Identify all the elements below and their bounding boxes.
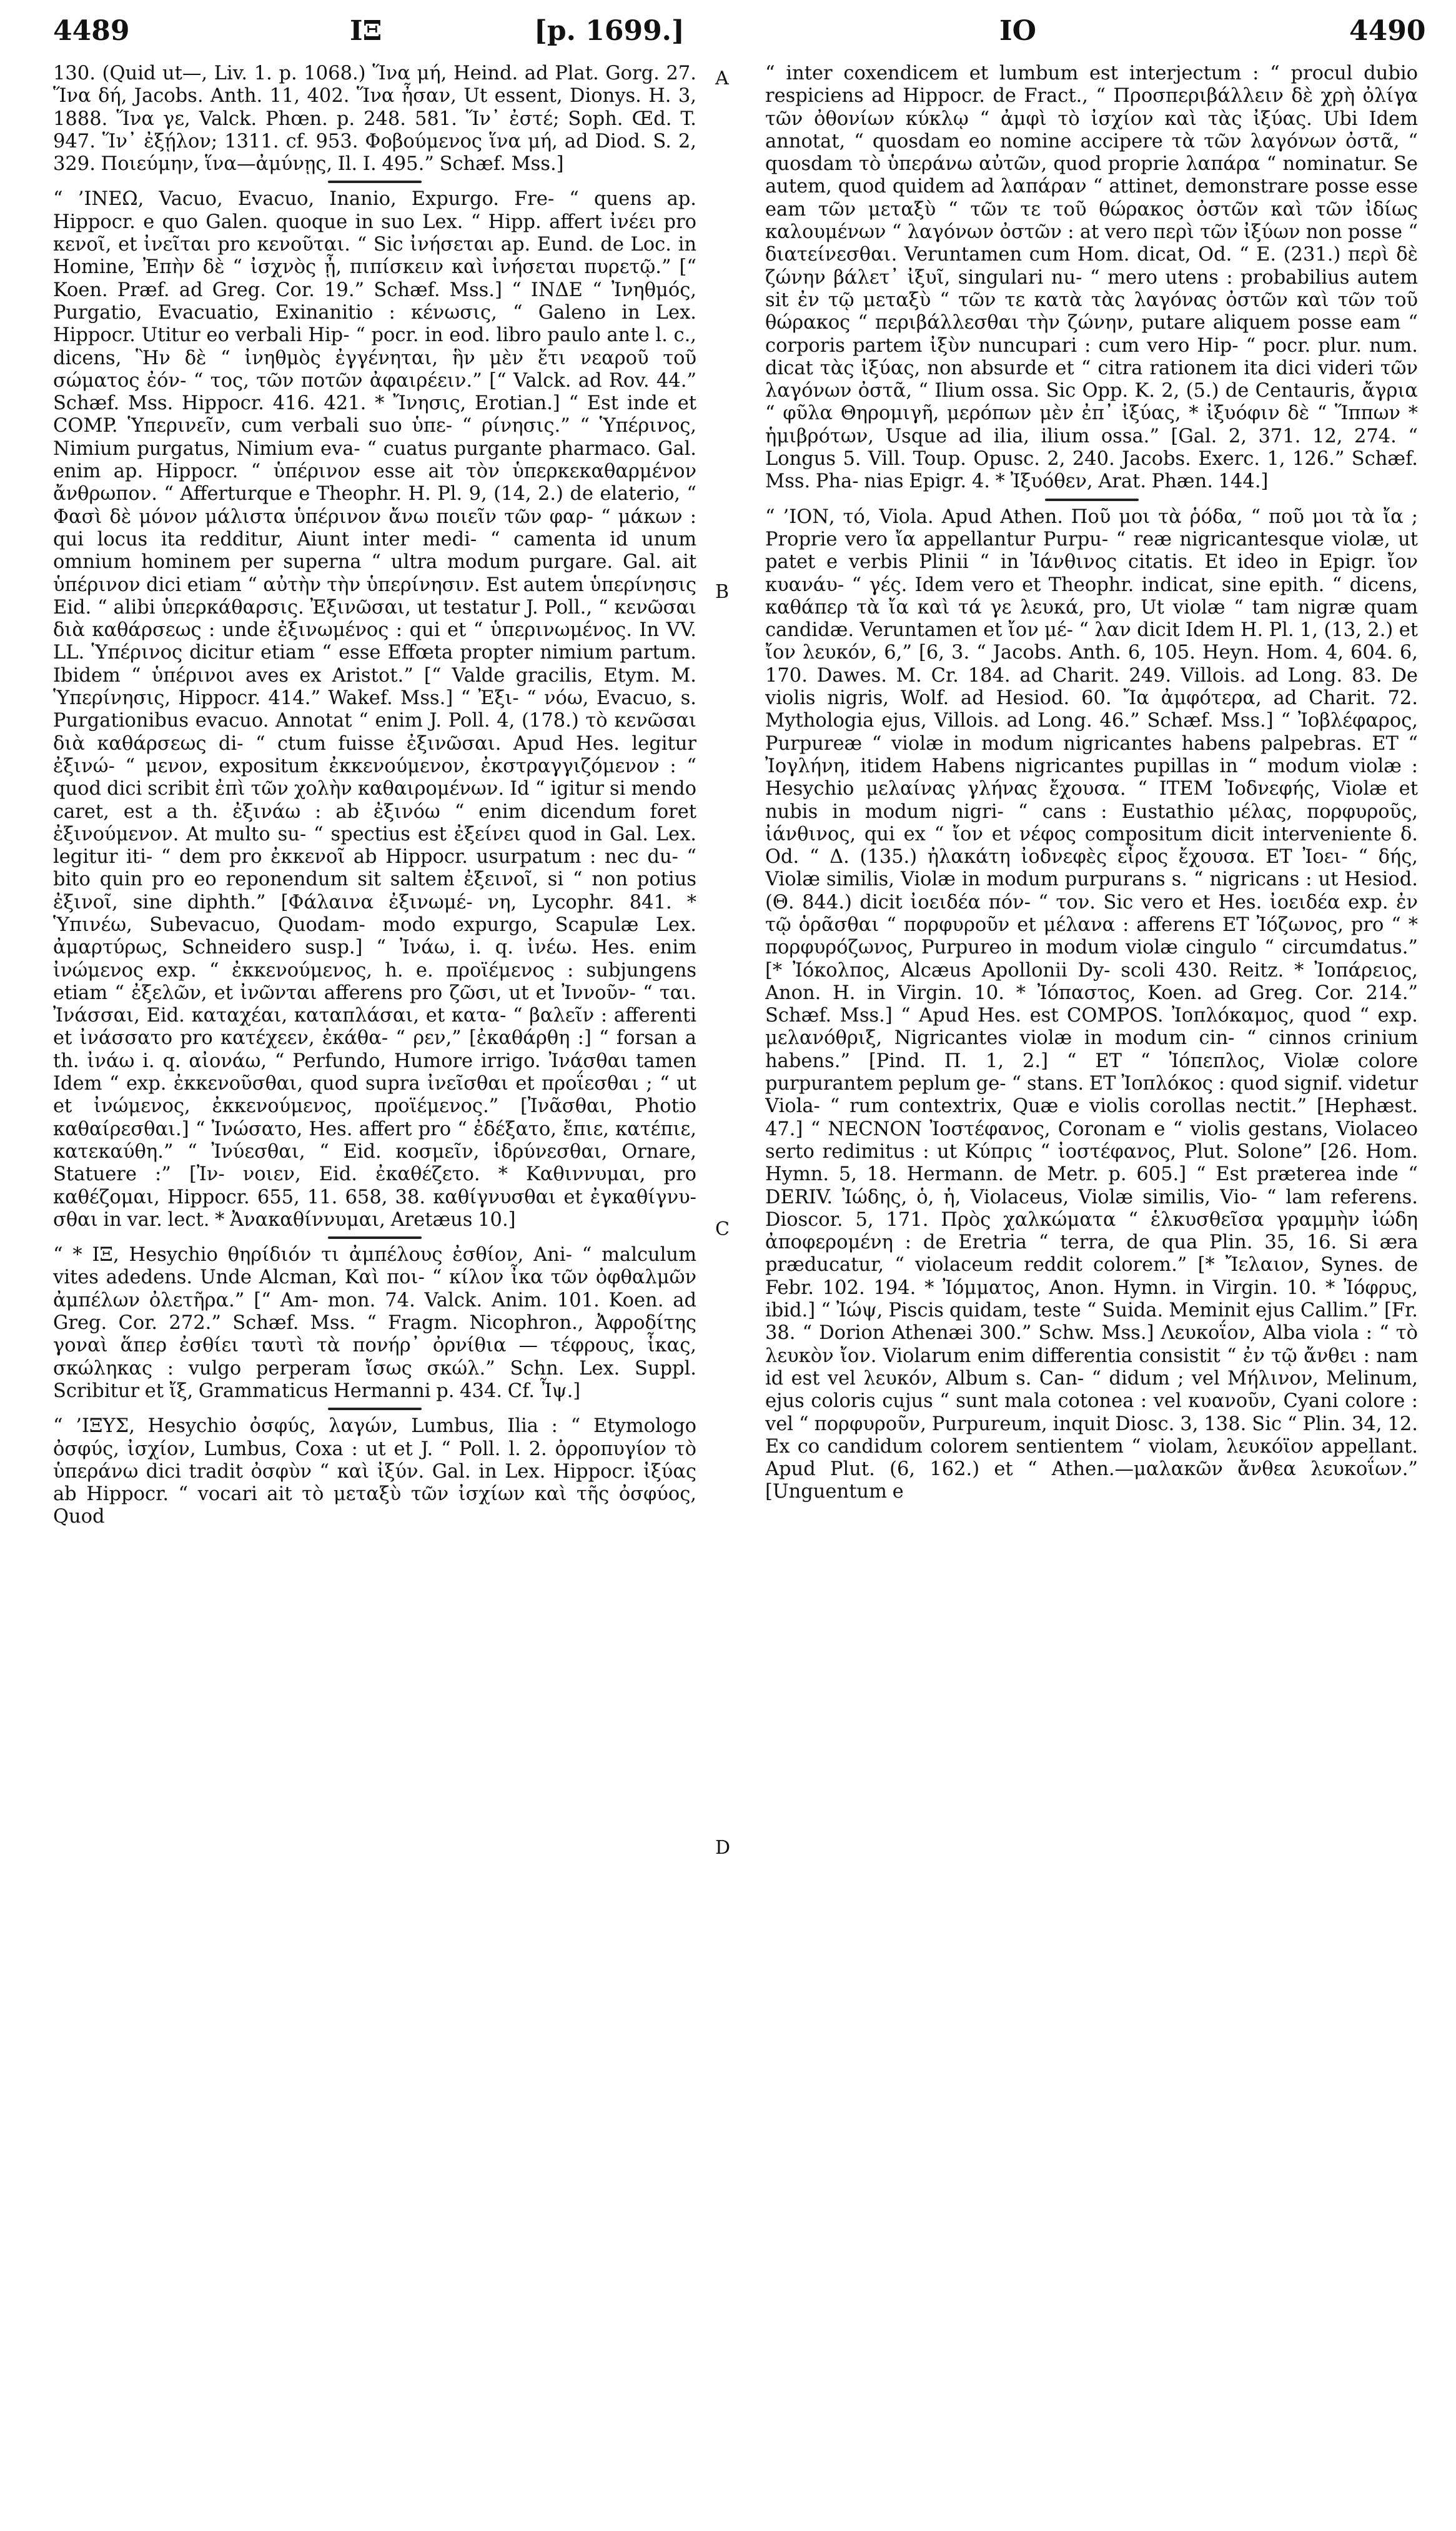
section-divider — [53, 1231, 696, 1244]
entry-ix: “ * ΙΞ, Hesychio θηρίδιόν τι ἀμπέλους ἐσθίον, Ani- “ malculum vites adedens. Unde Alcman, Καὶ ποι- “ κίλον ἶκα τῶν ὀφθαλμῶν ἀμπέλων ὀλετῆρα.” [“ Am- mon. 74. Valck. Anim. 101. Koen. ad Greg. Cor. 272.” Schæf. Mss. “ Fragm. Nicophron., Ἀφροδίτης γοναὶ ἅπερ ἐσθίει ταυτὶ τὰ πονήρ᾽ ὀρνίθια — τέφρους, ἶκας, σκώληκας : vulgo perperam ἴσως σκώλ.” Schn. Lex. Suppl. Scribitur et ἴξ, Grammaticus Hermanni p. 434. Cf. Ἶψ.] — [53, 1244, 696, 1402]
section-divider — [53, 1403, 696, 1415]
entry-ixys-continued: “ inter coxendicem et lumbum est interjectum : “ procul dubio respiciens ad Hippocr. de Fract., “ Προσπεριβάλλειν δὲ χρὴ ὀλίγα τῶν ὀθονίων κύκλῳ “ ἀμφὶ τὸ ἰσχίον καὶ τὰς ἰξύας. Ubi Idem annotat, “ quosdam eo nomine accipere τὰ τῶν λαγόνων ὀστᾶ, “ quosdam τὸ ὑπεράνω αὐτῶν, quod proprie λαπάρα “ nominatur. Se autem, quod quidem ad λαπάραν “ attinet, demonstrare posse esse eam τῶν μεταξὺ “ τῶν τε τοῦ θώρακος ὀστῶν καὶ τῶν ἰδίως καλουμένων “ λαγόνων ὀστῶν : at vero περὶ τῶν ἰξύων non posse “ διατείνεσθαι. Veruntamen cum Hom. dicat, Od. “ E. (231.) περὶ δὲ ζώνην βάλετ᾽ ἰξυῖ, singulari nu- “ mero utens : probabilius autem sit ἐν τῷ μεταξὺ “ τῶν τε κατὰ τὰς λαγόνας ὀστῶν καὶ τῶν τοῦ θώρακος “ περιβάλλεσθαι τὴν ζώνην, putare aliquem posse eam “ corporis partem ἰξὺν nuncupari : cum vero Hip- “ pocr. plur. num. dicat τὰς ἰξύας, non absurde et “ citra rationem ita dici videri τῶν λαγόνων ὀστᾶ, “ Ilium ossa. Sic Opp. K. 2, (5.) de Centauris, ἄγρια “ φῦλα Θηρομιγῆ, μερόπων μὲν ἐπ᾽ ἰξύας, * ἰξυόφιν δὲ “ Ἵππων * ἡμιβρότων, Usque ad ilia, ilium ossa.” [Gal. 2, 371. 12, 274. “ Longus 5. Vill. Toup. Opusc. 2, 240. Jacobs. Exerc. 1, 126.” Schæf. Mss. Pha- nias Epigr. 4. * Ἰξυόθεν, Arat. Phæn. 144.] — [765, 62, 1418, 493]
entry-ina-continued: 130. (Quid ut—, Liv. 1. p. 1068.) Ἵνα μή, Heind. ad Plat. Gorg. 27. Ἵνα δή, Jacobs. Anth. 11, 402. Ἵνα ἦσαν, Ut essent, Dionys. H. 3, 1888. Ἵνα γε, Valck. Phœn. p. 248. 581. Ἵν᾽ ἐστέ; Soph. Œd. T. 947. Ἵν᾽ ἐξῄλον; 1311. cf. 953. Φοβούμενος ἵνα μή, ad Diod. S. 2, 329. Ποιεύμην, ἵνα—ἀμύνῃς, Il. I. 495.” Schæf. Mss.] — [53, 62, 696, 176]
left-column — [53, 62, 696, 2512]
page-header — [0, 0, 1456, 62]
left-running-head: ΙΞ — [350, 15, 382, 47]
entry-ion: “ ’ΙΟΝ, τό, Viola. Apud Athen. Ποῦ μοι τὰ ῥόδα, “ ποῦ μοι τὰ ἴα ; Proprie vero ἴα appellantur Purpu- “ reæ nigricantesque violæ, ut patet e verbis Plinii “ in Ἰάνθινος citatis. Et ideo in Epigr. ἴον κυανάυ- “ γές. Idem vero et Theophr. indicat, sine epith. “ dicens, καθάπερ τὰ ἴα καὶ τά γε λευκά, pro, Ut violæ “ tam nigræ quam candidæ. Veruntamen et ἴον μέ- “ λαν dicit Idem H. Pl. 1, (13, 2.) et ἴον λευκόν, 6,” [6, 3. “ Jacobs. Anth. 6, 105. Heyn. Hom. 4, 604. 6, 170. Dawes. M. Cr. 184. ad Charit. 249. Villois. ad Long. 83. De violis nigris, Wolf. ad Hesiod. 60. Ἴα ἀμφότερα, ad Charit. 72. Mythologia ejus, Villois. ad Long. 46.” Schæf. Mss.] “ Ἰοβλέφαρος, Purpureæ “ violæ in modum nigricantes habens palpebras. ET “ Ἰογλήνη, itidem Habens nigricantes pupillas in “ modum violæ : Hesychio μελαίνας γλήνας ἔχουσα. “ ΙΤΕΜ Ἰοδνεφής, Violæ et nubis in modum nigri- “ cans : Eustathio μέλας, πορφυροῦς, ἰάνθινος, qui ex “ ἴον et νέφος compositum dicit interveniente δ. Od. “ Δ. (135.) ἠλακάτη ἰοδνεφὲς εἶρος ἔχουσα. ET Ἰοει- “ δής, Violæ similis, Violæ in modum purpurans s. “ nigricans : ut Hesiod. (Θ. 844.) dicit ἰοειδέα πόν- “ τον. Sic vero et Hes. ἰοειδέα exp. ἐν τῷ ὁρᾶσθαι “ πορφυροῦν et μέλανα : afferens ET Ἰόζωνος, pro “ * πορφυρόζωνος, Purpureo in modum violæ cingulo “ circumdatus.” [* Ἰόκολπος, Alcæus Apollonii Dy- scoli 430. Reitz. * Ἰοπάρειος, Anon. H. in Virgin. 10. * Ἰόπαστος, Koen. ad Greg. Cor. 214.” Schæf. Mss.] “ Apud Hes. est COMPOS. Ἰοπλόκαμος, quod “ exp. μελανόθριξ, Nigricantes violæ in modum cin- “ cinnos crinium habens.” [Pind. Π. 1, 2.] “ ET “ Ἰόπεπλος, Violæ colore purpurantem peplum ge- “ stans. ET Ἰοπλόκος : quod signif. videtur Viola- “ rum contextrix, Quæ e violis corollas nectit.” [Hephæst. 47.] “ NECNON Ἰοστέφανος, Coronam e “ violis gestans, Violaceo serto redimitus : ut Κύπρις “ ἰοστέφανος, Plut. Solone” [26. Hom. Hymn. 5, 18. Hermann. de Metr. p. 605.] “ Est præterea inde “ DERIV. Ἰώδης, ὁ, ἡ, Violaceus, Violæ similis, Vio- “ lam referens. Dioscor. 5, 171. Πρὸς χαλκώματα “ ἑλκυσθεῖσα γραμμὴν ἰώδη ἀποφερομένη : de Eretria “ terra, de qua Plin. 35, 16. Si æra præducatur, “ violaceum reddit colorem.” [* Ἴελαιον, Synes. de Febr. 102. 194. * Ἰόμματος, Anon. Hymn. in Virgin. 10. * Ἰόφρυς, ibid.] “ Ἰώψ, Piscis quidam, teste “ Suida. Meminit ejus Callim.” [Fr. 38. “ Dorion Athenæi 300.” Schw. Mss.] Λευκοΐον, Alba viola : “ τὸ λευκὸν ἴον. Violarum enim differentia consistit “ ἐν τῷ ἄνθει : nam id est vel λευκόν, Album s. Can- “ didum ; vel Μήλινον, Melinum, ejus coloris cujus “ sunt mala cotonea : vel κυανοῦν, Cyani colore : vel “ πορφυροῦν, Purpureum, inquit Diosc. 3, 138. Sic “ Plin. 34, 12. Ex co candidum colorem sentientem “ violam, λευκόϊον appellant. Apud Plut. (6, 162.) et “ Athen.—μαλακῶν ἄνθεα λευκοΐων.” [Unguentum e — [765, 505, 1418, 1503]
page-reference: [p. 1699.] — [534, 15, 685, 47]
right-column-number: 4490 — [1349, 15, 1426, 47]
section-divider — [765, 494, 1418, 506]
left-column-number: 4489 — [53, 15, 130, 47]
right-column — [765, 62, 1418, 2512]
margin-marker-a: A — [715, 67, 729, 89]
right-running-head: ΙΟ — [999, 15, 1036, 47]
entry-ineo: “ ’ΙΝΕΩ, Vacuo, Evacuo, Inanio, Expurgo. Fre- “ quens ap. Hippocr. e quo Galen. quoque in suo Lex. “ Hipp. affert ἰνέει pro κενοῖ, et ἰνεῖται pro κενοῦται. “ Sic ἰνήσεται ap. Eund. de Loc. in Homine, Ἐπὴν δὲ “ ἰσχνὸς ᾖ, πιπίσκειν καὶ ἰνήσεται πυρετῷ.” [“ Koen. Præf. ad Greg. Cor. 19.” Schæf. Mss.] “ ΙΝΔΕ “ Ἰνηθμός, Purgatio, Evacuatio, Exinanitio : κένωσις, “ Galeno in Lex. Hippocr. Utitur eo verbali Hip- “ pocr. in eod. libro paulo ante l. c., dicens, Ἣν δὲ “ ἰνηθμὸς ἐγγένηται, ἣν μὲν ἔτι νεαροῦ τοῦ σώματος ἐόν- “ τος, τῶν ποτῶν ἀφαιρέειν.” [“ Valck. ad Rov. 44.” Schæf. Mss. Hippocr. 416. 421. * Ἴνησις, Erotian.] “ Est inde et COMP. Ὑπερινεῖν, cum verbali suo ὑπε- “ ρίνησις.” “ Ὑπέρινος, Nimium purgatus, Nimium eva- “ cuatus purgante pharmaco. Gal. enim ap. Hippocr. “ ὑπέρινον esse ait τὸν ὑπερκεκαθαρμένον ἄνθρωπον. “ Afferturque e Theophr. H. Pl. 9, (14, 2.) de elaterio, “ Φασὶ δὲ μόνον μάλιστα ὑπέρινον ἄνω ποιεῖν τῶν φαρ- “ μάκων : qui locus ita redditur, Aiunt inter medi- “ camenta id unum omnium hominem per superna “ ultra modum purgare. Gal. ait ὑπέρινον dici etiam “ αὐτὴν τὴν ὑπερίνησιν. Est autem ὑπερίνησις Eid. “ alibi ὑπερκάθαρσις. Ἐξινῶσαι, ut testatur J. Poll., “ κενῶσαι διὰ καθάρσεως : unde ἐξινωμένος : qui et “ ὑπερινωμένος. In VV. LL. Ὑπέρινος dicitur etiam “ esse Effœta propter nimium partum. Ibidem “ ὑπέρινοι aves ex Aristot.” [“ Valde gracilis, Etym. M. Ὑπερίνησις, Hippocr. 414.” Wakef. Mss.] “ Ἐξι- “ νόω, Evacuo, s. Purgationibus evacuo. Annotat “ enim J. Poll. 4, (178.) τὸ κενῶσαι διὰ καθάρσεως di- “ ctum fuisse ἐξινῶσαι. Apud Hes. legitur ἐξινώ- “ μενον, expositum ἐκκενούμενον, ἐκστραγγιζόμενον : “ quod dici scribit ἐπὶ τῶν χολὴν καθαιρομένων. Id “ igitur si mendo caret, est a th. ἐξινάω : ab ἐξινόω “ enim dicendum foret ἐξινούμενον. At multo su- “ spectius est ἐξείνει quod in Gal. Lex. legitur iti- “ dem pro ἐκκενοῖ ab Hippocr. usurpatum : nec du- “ bito quin pro eo reponendum sit saltem ἐξεινοῖ, si “ non potius ἐξινοῖ, sine diphth.” [Φάλαινα ἐξινωμέ- νη, Lycophr. 841. * Ὑπινέω, Subevacuo, Quodam- modo expurgo, Scapulæ Lex. ἀμαρτύρως, Schneidero susp.] “ Ἰνάω, i. q. ἰνέω. Hes. enim ἰνώμενος exp. “ ἐκκενούμενος, h. e. προϊέμενος : subjungens etiam “ ἐξελῶν, et ἰνῶνται afferens pro ζῶσι, ut et Ἰννοῦν- “ ται. Ἰνάσσαι, Eid. καταχέαι, καταπλάσαι, et κατα- “ βαλεῖν : afferenti et ἰνάσσατο pro κατέχεεν, ἐκάθα- “ ρεν,” [ἐκαθάρθη :] “ forsan a th. ἰνάω i. q. αἰονάω, “ Perfundo, Humore irrigo. Ἰνάσθαι tamen Idem “ exp. ἐκκενοῦσθαι, quod supra ἰνεῖσθαι et προΐεσθαι ; “ ut et ἰνώμενος, ἐκκενούμενος, προϊέμενος.” [Ἰνᾶσθαι, Photio καθαίρεσθαι.] “ Ἰνώσατο, Hes. affert pro “ ἐδέξατο, ἔπιε, κατέπιε, κατεκαύθη.” “ Ἰνύεσθαι, “ Eid. κοσμεῖν, ἱδρύνεσθαι, Ornare, Statuere :” [Ἰν- νοιεν, Eid. ἐκαθέζετο. * Καθιννυμαι, pro καθέζομαι, Hippocr. 655, 11. 658, 38. καθίγνυσθαι et ἐγκαθίγνυ- σθαι in var. lect. * Ἀνακαθίννυμαι, Aretæus 10.] — [53, 188, 696, 1231]
margin-marker-d: D — [715, 1837, 731, 1859]
section-divider — [53, 176, 696, 188]
entry-ixys: “ ’ΙΞΥΣ, Hesychio ὀσφύς, λαγών, Lumbus, Ilia : “ Etymologo ὀσφύς, ἰσχίον, Lumbus, Coxa : ut et J. “ Poll. l. 2. ὀρροπυγίον τὸ ὑπεράνω dici tradit ὀσφὺν “ καὶ ἰξύν. Gal. in Lex. Hippocr. ἰξύας ab Hippocr. “ vocari ait τὸ μεταξὺ τῶν ἰσχίων καὶ τῆς ὀσφύος, Quod — [53, 1415, 696, 1528]
margin-marker-b: B — [715, 581, 730, 603]
margin-marker-c: C — [715, 1218, 730, 1240]
